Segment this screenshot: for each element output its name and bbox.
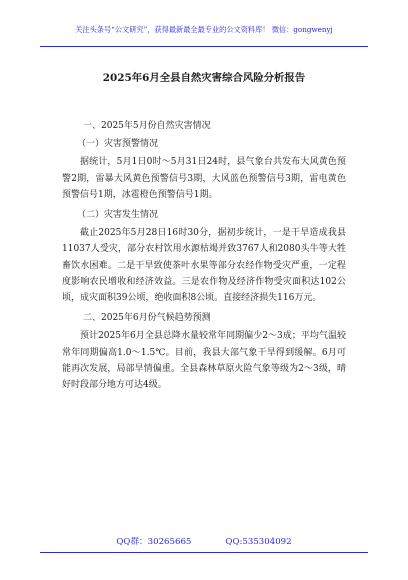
footer-qq: QQ:535304092 [225,537,292,547]
subsection-heading-disasters: （二）灾害发生情况 [77,210,159,221]
paragraph-warnings: 据统计，5月1日0时～5月31日24时，县气象台共发布大风黄色预警2期，雷暴大风黄色预警信号3期，大风蓝色预警信号3期，雷电黄色预警信号1期，冰雹橙色预警信号1期。 [62,157,346,200]
header-divider [40,46,368,47]
subsection-heading-warnings: （一）灾害预警情况 [77,139,159,150]
footer-qq-group: QQ群：30265665 [116,537,192,547]
header-note: 关注头条号“公文研究”，获得最新最全最专业的公文资料库！ 微信：gongwenyj [75,25,333,34]
section-heading-2: 二、2025年6月份气候趋势预测 [83,313,211,324]
footer-divider [40,552,368,553]
paragraph-disasters: 截止2025年5月28日16时30分，据初步统计，一是干旱造成我县11037人受灾，部分农村饮用水源枯竭并致3767人和2080头牛等大牲畜饮水困难。二是干旱致使茶叶水果等部分农经作物受灾严重，一定程度影响农民增收和经济效益。三是农作物及经济作物受灾面积达102公顷，成灾面积39公顷，绝收面积8公顷。直接经济损失116万元。 [62,228,346,304]
document-body [62,118,346,393]
paragraph-forecast: 预计2025年6月全县总降水量较常年同期偏少2～3成；平均气温较常年同期偏高1.0～1.5℃。目前，我县大部气象干旱得到缓解。6月可能再次发展，局部旱情偏重。全县森林草原火险气象等级为2～3级，晴好时段部分地方可达4级。 [62,331,346,391]
footer-contact [0,535,408,547]
document-title: 2025年6月全县自然灾害综合风险分析报告 [102,72,306,84]
section-heading-1: 一、2025年5月份自然灾害情况 [83,121,211,131]
